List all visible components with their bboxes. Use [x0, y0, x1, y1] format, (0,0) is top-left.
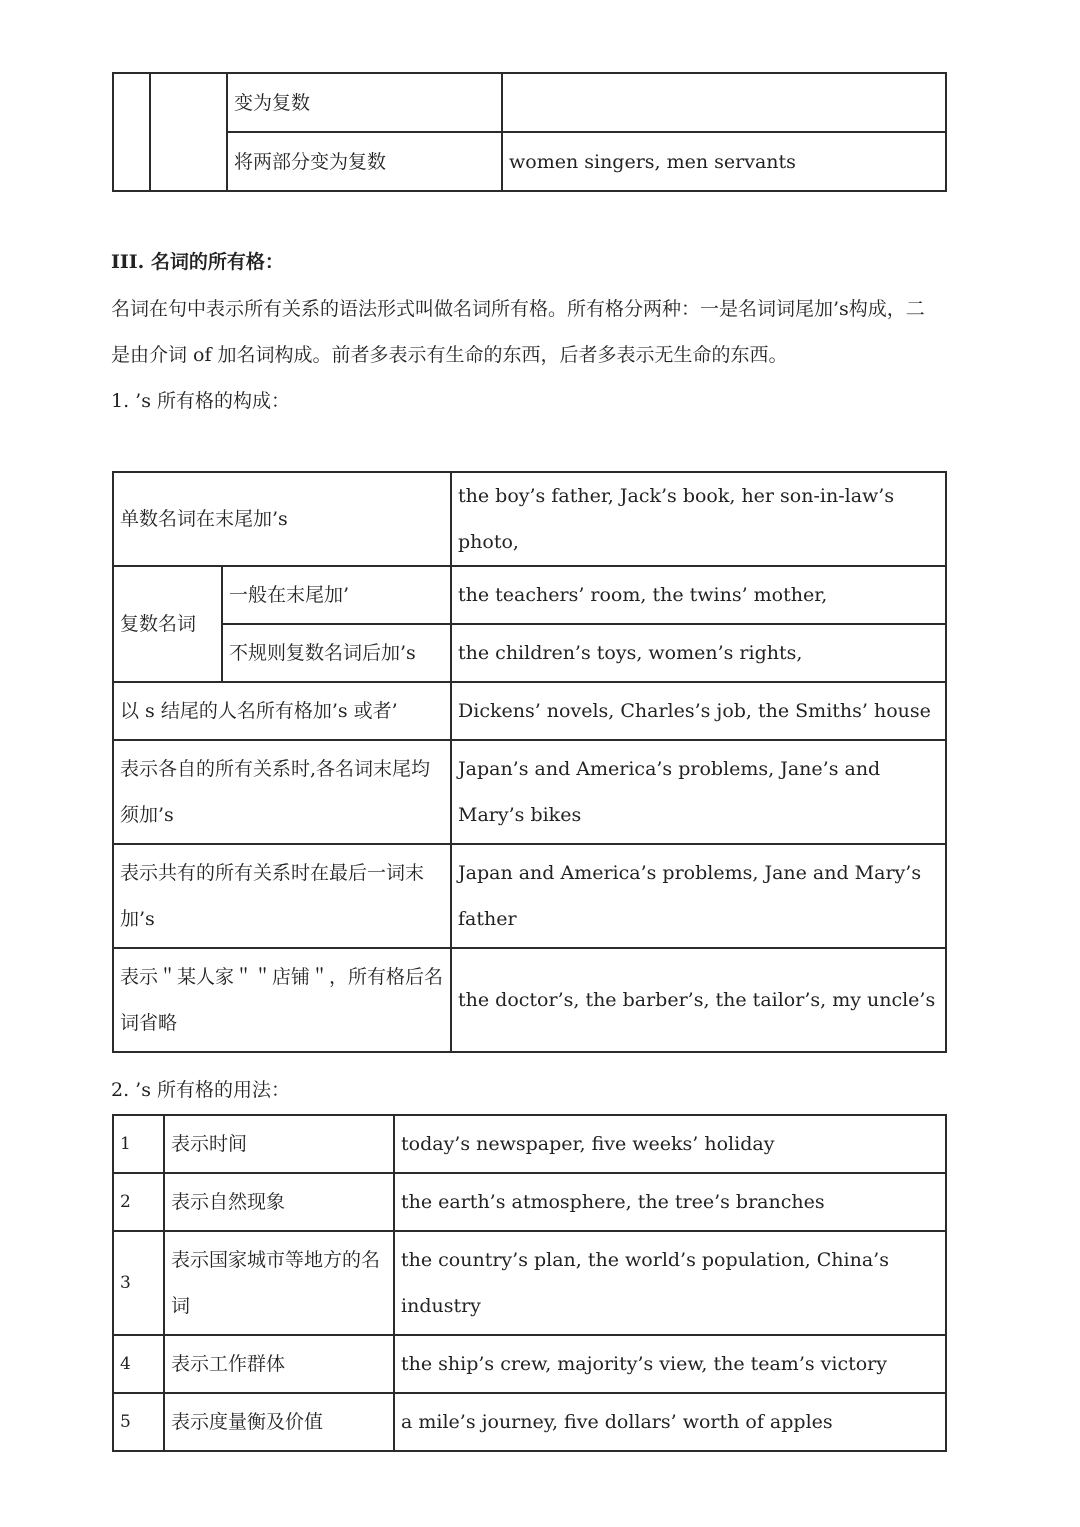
table-row	[113, 132, 946, 191]
rule-cell: 一般在末尾加’	[222, 566, 451, 624]
example-cell: Japan and America’s problems, Jane and Mary’s father	[451, 844, 946, 948]
example-cell: the earth’s atmosphere, the tree’s branches	[394, 1173, 946, 1231]
table-row	[113, 1393, 946, 1451]
table-row	[113, 1231, 946, 1335]
rule-cell: 表示各自的所有关系时,各名词末尾均须加’s	[113, 740, 451, 844]
empty-cell	[150, 73, 227, 191]
table-row	[113, 472, 946, 566]
row-number: 4	[113, 1335, 164, 1393]
plural-compound-table	[112, 72, 947, 192]
rule-cell: 表示＂某人家＂＂店铺＂，所有格后名词省略	[113, 948, 451, 1052]
example-cell: the country’s plan, the world’s population, China’s industry	[394, 1231, 946, 1335]
use-cell: 表示度量衡及价值	[164, 1393, 394, 1451]
example-cell: the boy’s father, Jack’s book, her son-in-law’s photo,	[451, 472, 946, 566]
table-row	[113, 73, 946, 132]
example-cell: women singers, men servants	[502, 132, 946, 191]
subheading-formation: 1. ’s 所有格的构成：	[111, 390, 290, 412]
row-number: 1	[113, 1115, 164, 1173]
section-heading: III. 名词的所有格：	[111, 251, 284, 273]
rule-cell: 表示共有的所有关系时在最后一词末加’s	[113, 844, 451, 948]
table-row	[113, 566, 946, 624]
table-row	[113, 1335, 946, 1393]
section-intro: 名词在句中表示所有关系的语法形式叫做名词所有格。所有格分两种：一是名词词尾加’s构成，二是由介词 of 加名词构成。前者多表示有生命的东西，后者多表示无生命的东西。	[111, 298, 925, 366]
rule-cell: 变为复数	[227, 73, 502, 132]
example-cell: the children’s toys, women’s rights,	[451, 624, 946, 682]
use-cell: 表示工作群体	[164, 1335, 394, 1393]
table-row	[113, 682, 946, 740]
empty-cell	[113, 73, 150, 191]
use-cell: 表示自然现象	[164, 1173, 394, 1231]
row-number: 5	[113, 1393, 164, 1451]
example-cell	[502, 73, 946, 132]
use-cell: 表示国家城市等地方的名词	[164, 1231, 394, 1335]
rule-cell: 不规则复数名词后加’s	[222, 624, 451, 682]
use-cell: 表示时间	[164, 1115, 394, 1173]
example-cell: the ship’s crew, majority’s view, the team’s victory	[394, 1335, 946, 1393]
rule-cell: 以 s 结尾的人名所有格加’s 或者’	[113, 682, 451, 740]
rule-cell: 将两部分变为复数	[227, 132, 502, 191]
table-row	[113, 740, 946, 844]
table-row	[113, 1173, 946, 1231]
rule-cell: 单数名词在末尾加’s	[113, 472, 451, 566]
table-row	[113, 844, 946, 948]
example-cell: a mile’s journey, five dollars’ worth of apples	[394, 1393, 946, 1451]
row-number: 2	[113, 1173, 164, 1231]
possessive-formation-table	[112, 471, 947, 1053]
example-cell: Japan’s and America’s problems, Jane’s and Mary’s bikes	[451, 740, 946, 844]
example-cell: the teachers’ room, the twins’ mother,	[451, 566, 946, 624]
table-row	[113, 1115, 946, 1173]
subheading-usage: 2. ’s 所有格的用法：	[111, 1079, 290, 1101]
table-row	[113, 624, 946, 682]
row-number: 3	[113, 1231, 164, 1335]
example-cell: the doctor’s, the barber’s, the tailor’s, my uncle’s	[451, 948, 946, 1052]
possessive-usage-table	[112, 1114, 947, 1452]
example-cell: Dickens’ novels, Charles’s job, the Smiths’ house	[451, 682, 946, 740]
example-cell: today’s newspaper, five weeks’ holiday	[394, 1115, 946, 1173]
table-row	[113, 948, 946, 1052]
plural-label-cell: 复数名词	[113, 566, 222, 682]
